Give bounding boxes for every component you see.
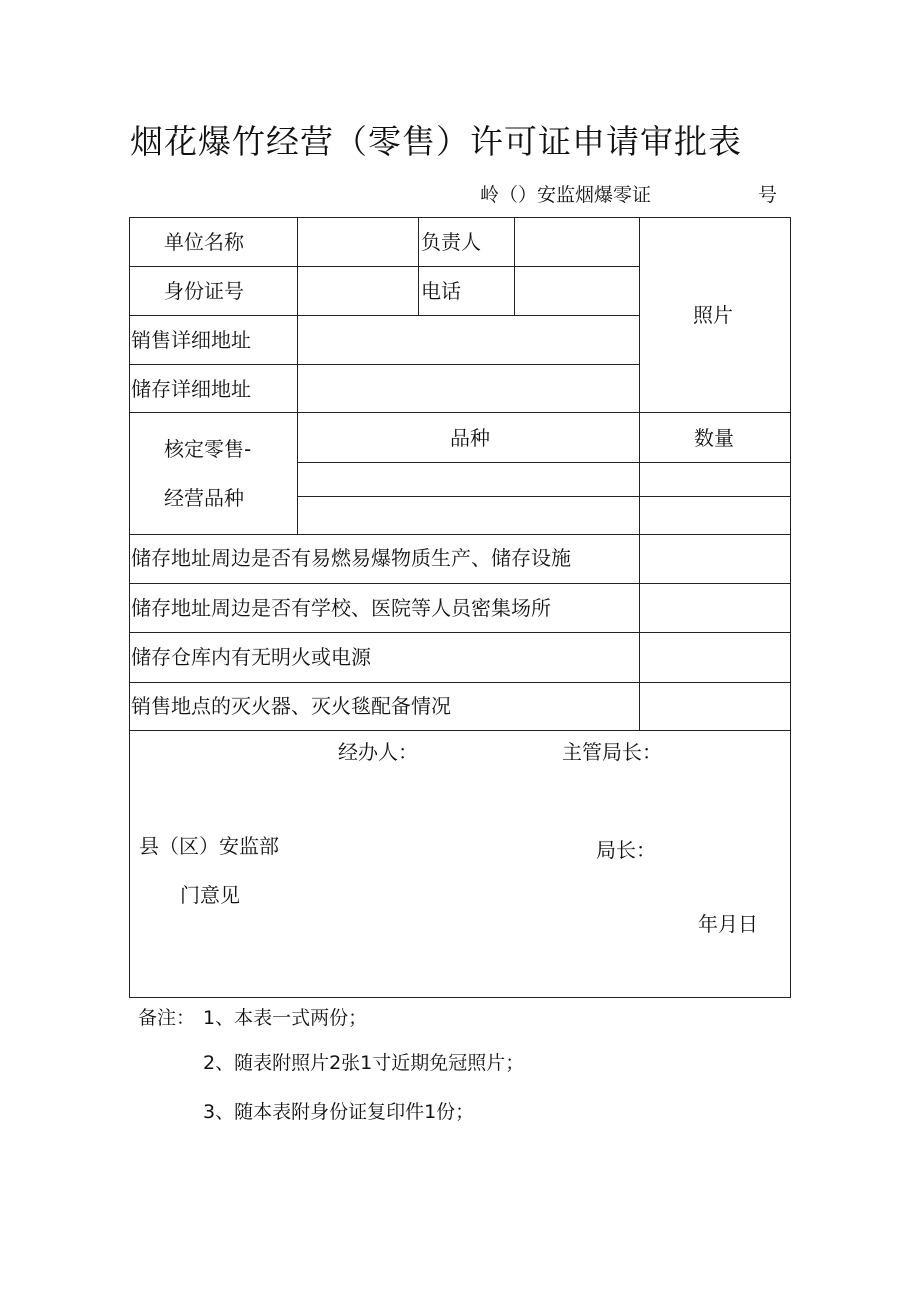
unit-name-label: 单位名称 [164, 230, 244, 254]
check-item-answer[interactable] [640, 584, 790, 632]
date-label: 年月日 [698, 912, 758, 936]
department-opinion-label-line2: 门意见 [180, 883, 240, 907]
page-title: 烟花爆竹经营（零售）许可证申请审批表 [130, 122, 742, 161]
storage-address-label: 储存详细地址 [131, 377, 251, 401]
table-line [418, 217, 419, 315]
table-line [129, 217, 130, 998]
quantity-field[interactable] [640, 497, 790, 534]
id-number-field[interactable] [298, 267, 418, 315]
check-item-answer[interactable] [640, 535, 790, 583]
check-item-fire-power-source: 储存仓库内有无明火或电源 [131, 645, 371, 669]
responsible-person-field[interactable] [515, 218, 639, 266]
approved-types-label-line2: 经营品种 [164, 486, 244, 510]
responsible-person-label: 负责人 [421, 230, 481, 254]
director-label: 局长： [596, 838, 656, 862]
check-item-fire-equipment: 销售地点的灭火器、灭火毯配备情况 [131, 694, 451, 718]
table-line [129, 217, 790, 218]
photo-label: 照片 [693, 303, 733, 327]
sales-address-label: 销售详细地址 [131, 328, 251, 352]
certificate-number-line [480, 180, 780, 207]
variety-field[interactable] [298, 463, 639, 496]
table-line [129, 997, 790, 998]
notes-header: 备注： [138, 1007, 196, 1029]
check-item-crowded-places: 储存地址周边是否有学校、医院等人员密集场所 [131, 596, 551, 620]
table-line [129, 412, 790, 413]
check-item-answer[interactable] [640, 633, 790, 682]
table-line [790, 217, 791, 998]
sales-address-field[interactable] [298, 316, 639, 364]
quantity-field[interactable] [640, 463, 790, 496]
handler-label: 经办人： [338, 740, 418, 764]
certificate-number-prefix: 岭（）安监烟爆零证 [480, 184, 652, 206]
certificate-number-suffix: 号 [758, 184, 778, 206]
note-item: 1、本表一式两份； [203, 1007, 368, 1029]
chief-director-label: 主管局长： [562, 740, 662, 764]
check-item-flammable-facilities: 储存地址周边是否有易燃易爆物质生产、储存设施 [131, 546, 571, 570]
note-item: 3、随本表附身份证复印件1份； [203, 1101, 475, 1123]
id-number-label: 身份证号 [164, 279, 244, 303]
phone-field[interactable] [515, 267, 639, 315]
phone-label: 电话 [421, 279, 461, 303]
check-item-answer[interactable] [640, 683, 790, 730]
note-item: 2、随表附照片2张1寸近期免冠照片； [203, 1052, 525, 1074]
storage-address-field[interactable] [298, 365, 639, 412]
unit-name-field[interactable] [298, 218, 418, 266]
department-opinion-label-line1: 县（区）安监部 [139, 834, 279, 858]
table-line [129, 730, 790, 731]
variety-header: 品种 [450, 426, 490, 450]
quantity-header: 数量 [694, 426, 734, 450]
variety-field[interactable] [298, 497, 639, 534]
approved-types-label-line1: 核定零售- [164, 437, 252, 461]
